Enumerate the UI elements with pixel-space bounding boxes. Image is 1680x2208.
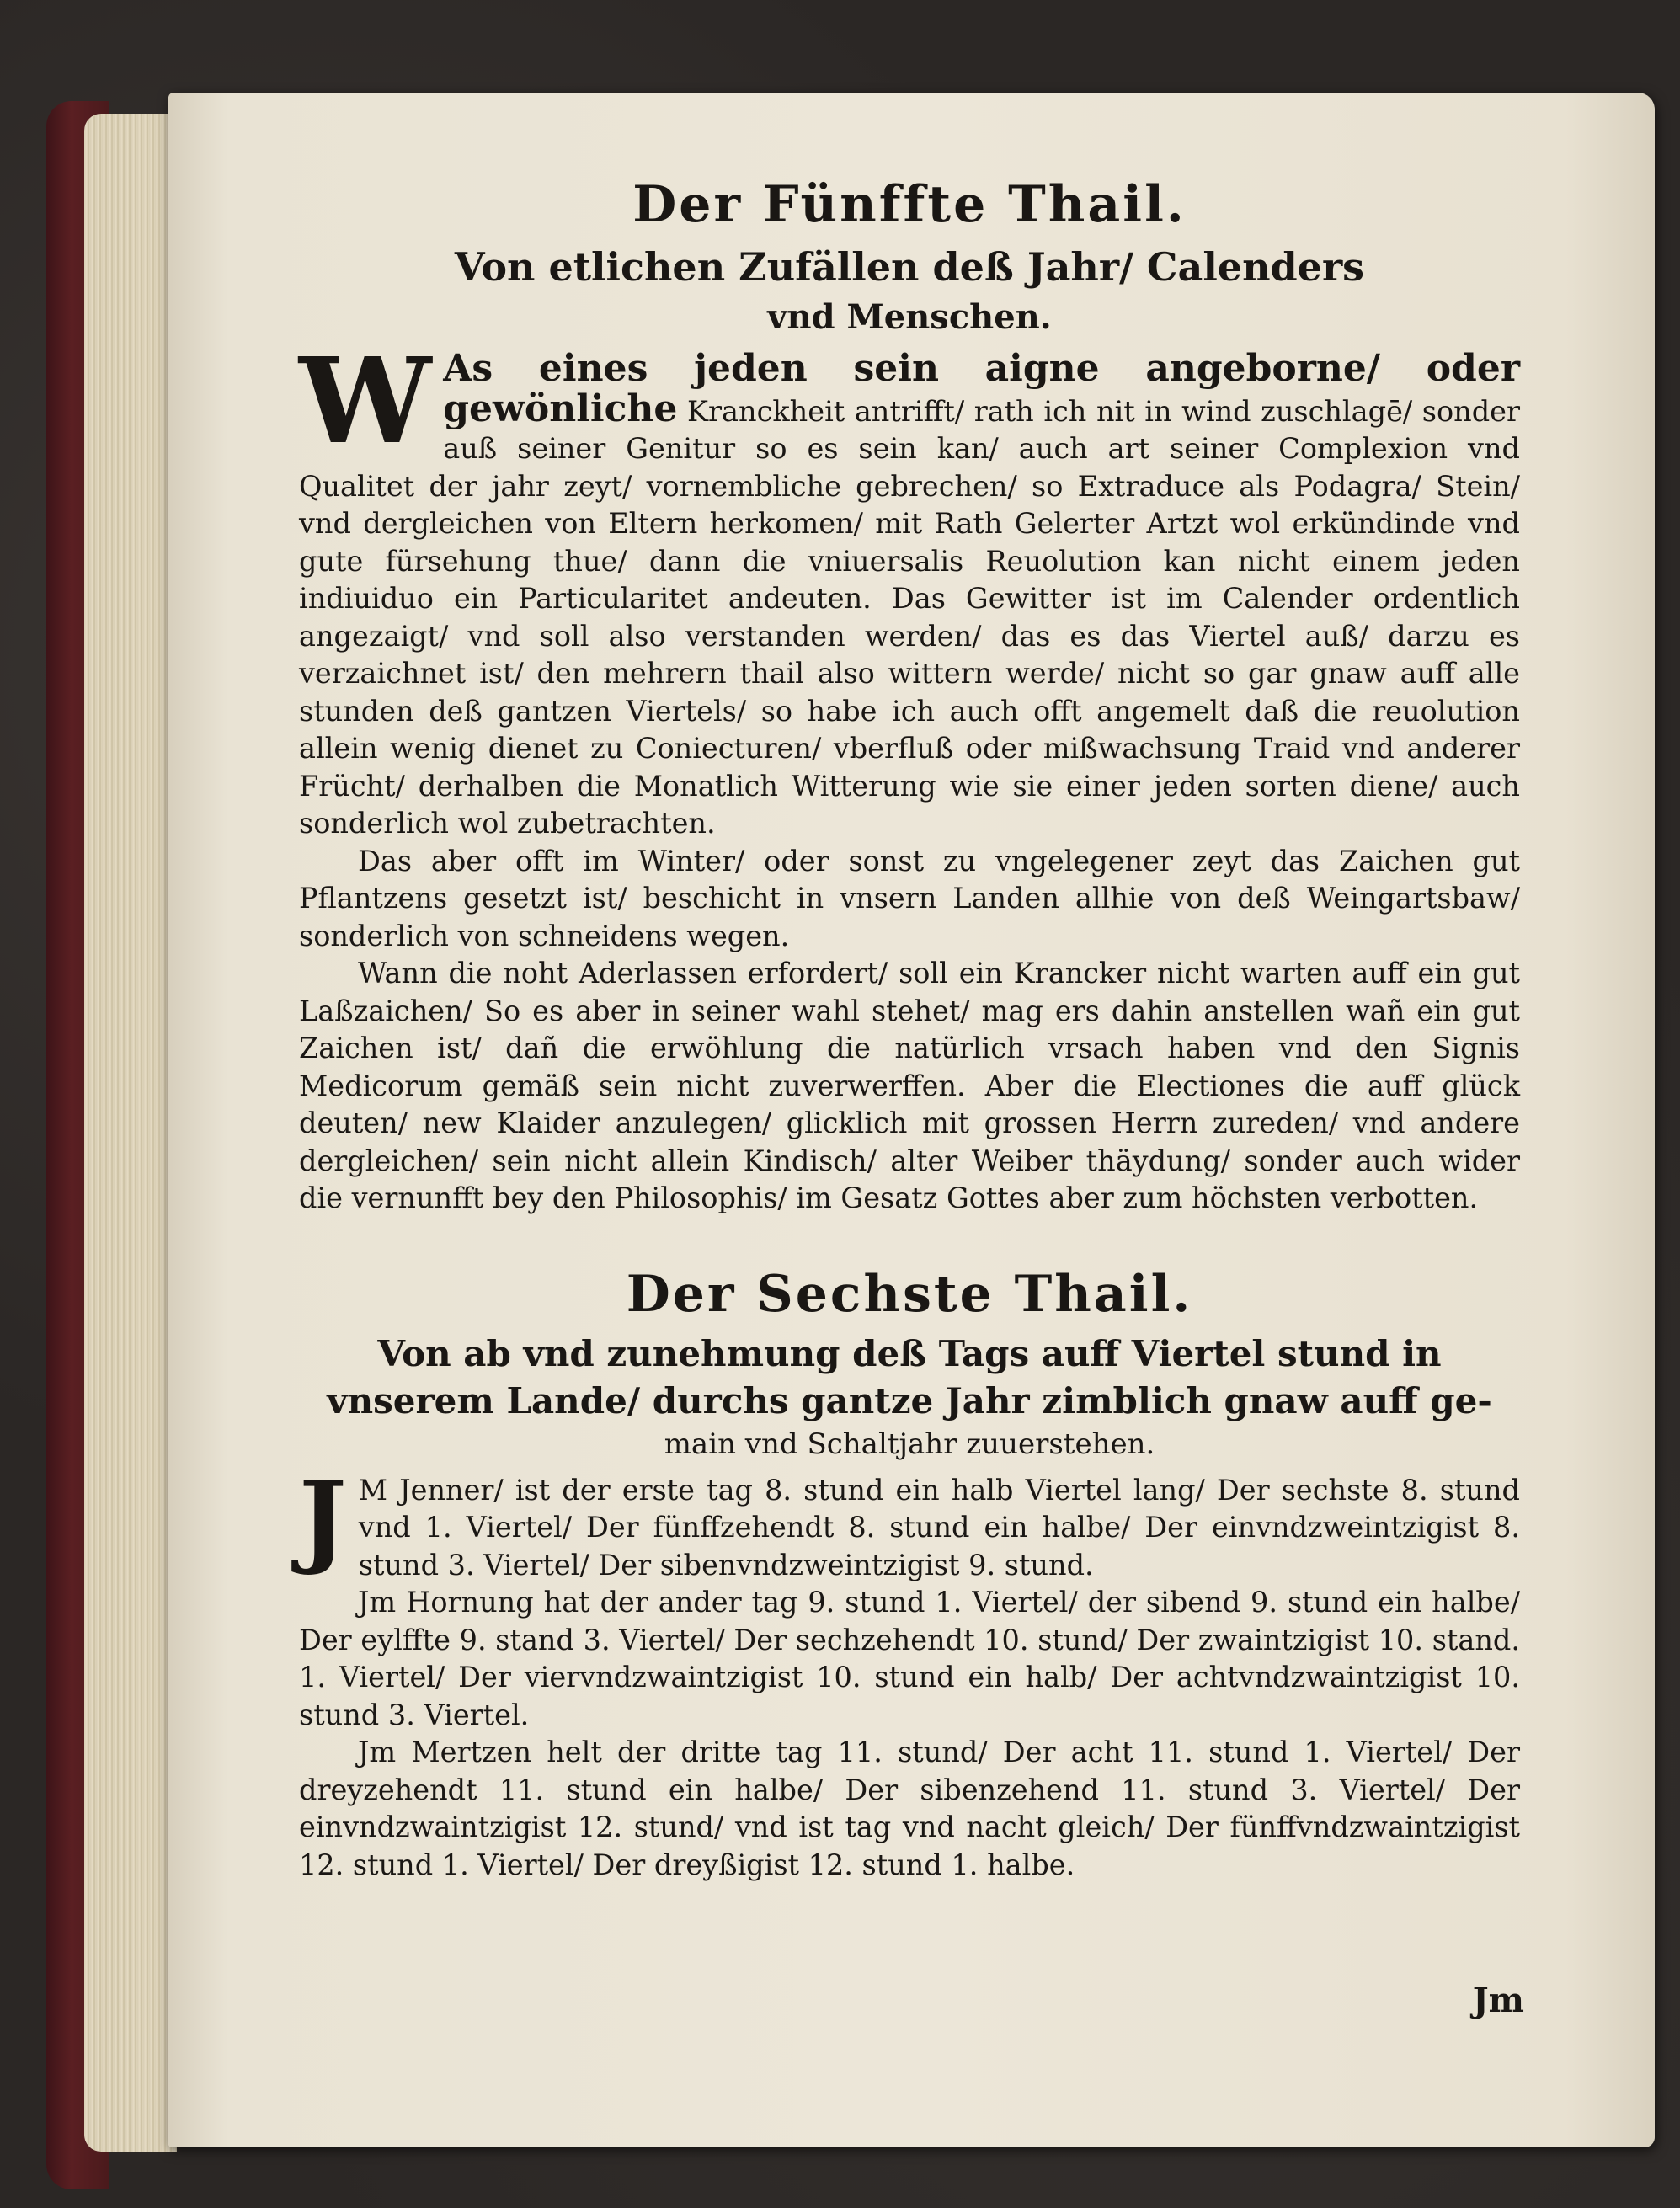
section5-subtitle-line2: vnd Menschen. <box>767 297 1052 337</box>
section6-paragraph-1 <box>299 1459 1520 1585</box>
section5-paragraph-2: Das aber offt im Winter/ oder sonst zu vngelegener zeyt das Zaichen gut Pflantzens gesetzt ist/ beschicht in vnsern Landen allhie von deß Weingartsbaw/ sonderlich von schneidens wegen. <box>299 844 1520 952</box>
section6-para1-body: M Jenner/ ist der erste tag 8. stund ein halb Viertel lang/ Der sechste 8. stund vnd 1. Viertel/ Der fünffzehendt 8. stund ein halbe/ Der einvndzweintzigist 8. stund 3. Viertel/ Der sibenvndzweintzigist 9. stund. <box>358 1473 1520 1581</box>
section6-subtitle-line1: Von ab vnd zunehmung deß Tags auff Viertel stund in vnserem Lande/ durchs gantze Jahr zimblich gnaw auff ge- <box>327 1332 1492 1421</box>
section6-paragraph-2: Jm Hornung hat der ander tag 9. stund 1. Viertel/ der sibend 9. stund ein halbe/ Der eylffte 9. stand 3. Viertel/ Der sechzehendt 10. stund/ Der zwaintzigist 10. stand. 1. Viertel/ Der viervndzwaintzigist 10. stund ein halb/ Der achtvndzwaintzigist 10. stund 3. Viertel. <box>299 1586 1520 1731</box>
page-stack-edges <box>84 114 177 2152</box>
section6-subtitle-line2: main vnd Schaltjahr zuuerstehen. <box>664 1427 1155 1461</box>
section5-paragraph-3: Wann die noht Aderlassen erfordert/ soll ein Krancker nicht warten auff ein gut Laßzaichen/ So es aber in seiner wahl stehet/ mag ers dahin anstellen wañ ein gut Zaichen ist/ dañ die erwöhlung die natürlich vrsach haben vnd den Signis Medicorum gemäß sein nicht zuverwerffen. Aber die Electiones die auff glück deuten/ new Klaider anzulegen/ glicklich mit grossen Herrn zureden/ vnd andere dergleichen/ sein nicht allein Kindisch/ alter Weiber thäydung/ sonder auch wider die vernunfft bey den Philosophis/ im Gesatz Gottes aber zum höchsten verbotten. <box>299 957 1520 1214</box>
page-text <box>299 168 1520 1884</box>
catchword: Jm <box>1472 1981 1524 2020</box>
section5-paragraph-1 <box>299 333 1520 843</box>
section5-para1-body: Kranckheit antrifft/ rath ich nit in wind zuschlagē/ sonder auß seiner Genitur so es sein kan/ auch art seiner Complexion vnd Qualitet der jahr zeyt/ vornembliche gebrechen/ so Extraduce als Podagra/ Stein/ vnd dergleichen von Eltern herkomen/ mit Rath Gelerter Artzt wol erkündinde vnd gute fürsehung thue/ dann die vniuersalis Reuolution kan nicht einem jeden indiuiduo ein Particularitet andeuten. Das Gewitter ist im Calender ordentlich angezaigt/ vnd soll also verstanden werden/ das es das Viertel auß/ darzu es verzaichnet ist/ den mehrern thail also wittern werde/ nicht so gar gnaw auff alle stunden deß gantzen Viertels/ so habe ich auch offt angemelt daß die reuolution allein wenig dienet zu Coniecturen/ vberfluß oder mißwachsung Traid vnd anderer Frücht/ derhalben die Monatlich Witterung wie sie einer jeden sorten diene/ auch sonderlich wol zubetrachten. <box>299 394 1520 840</box>
section6-dropcap: J <box>299 1459 347 1578</box>
section5-para1-first-line: As eines jeden sein aigne angeborne/ oder gewönliche <box>443 347 1520 430</box>
section6-paragraph-3: Jm Mertzen helt der dritte tag 11. stund/ Der acht 11. stund 1. Viertel/ Der dreyzehendt 11. stund ein halbe/ Der sibenzehend 11. stund 3. Viertel/ Der einvndzwaintzigist 12. stund/ vnd ist tag vnd nacht gleich/ Der fünffvndzwaintzigist 12. stund 1. Viertel/ Der dreyßigist 12. stund 1. halbe. <box>299 1736 1520 1881</box>
section5-subtitle-line1: Von etlichen Zufällen deß Jahr/ Calenders <box>454 244 1365 290</box>
section5-title: Der Fünffte Thail. <box>632 175 1187 234</box>
section6-title: Der Sechste Thail. <box>626 1264 1193 1324</box>
section5-dropcap: W <box>299 333 432 471</box>
